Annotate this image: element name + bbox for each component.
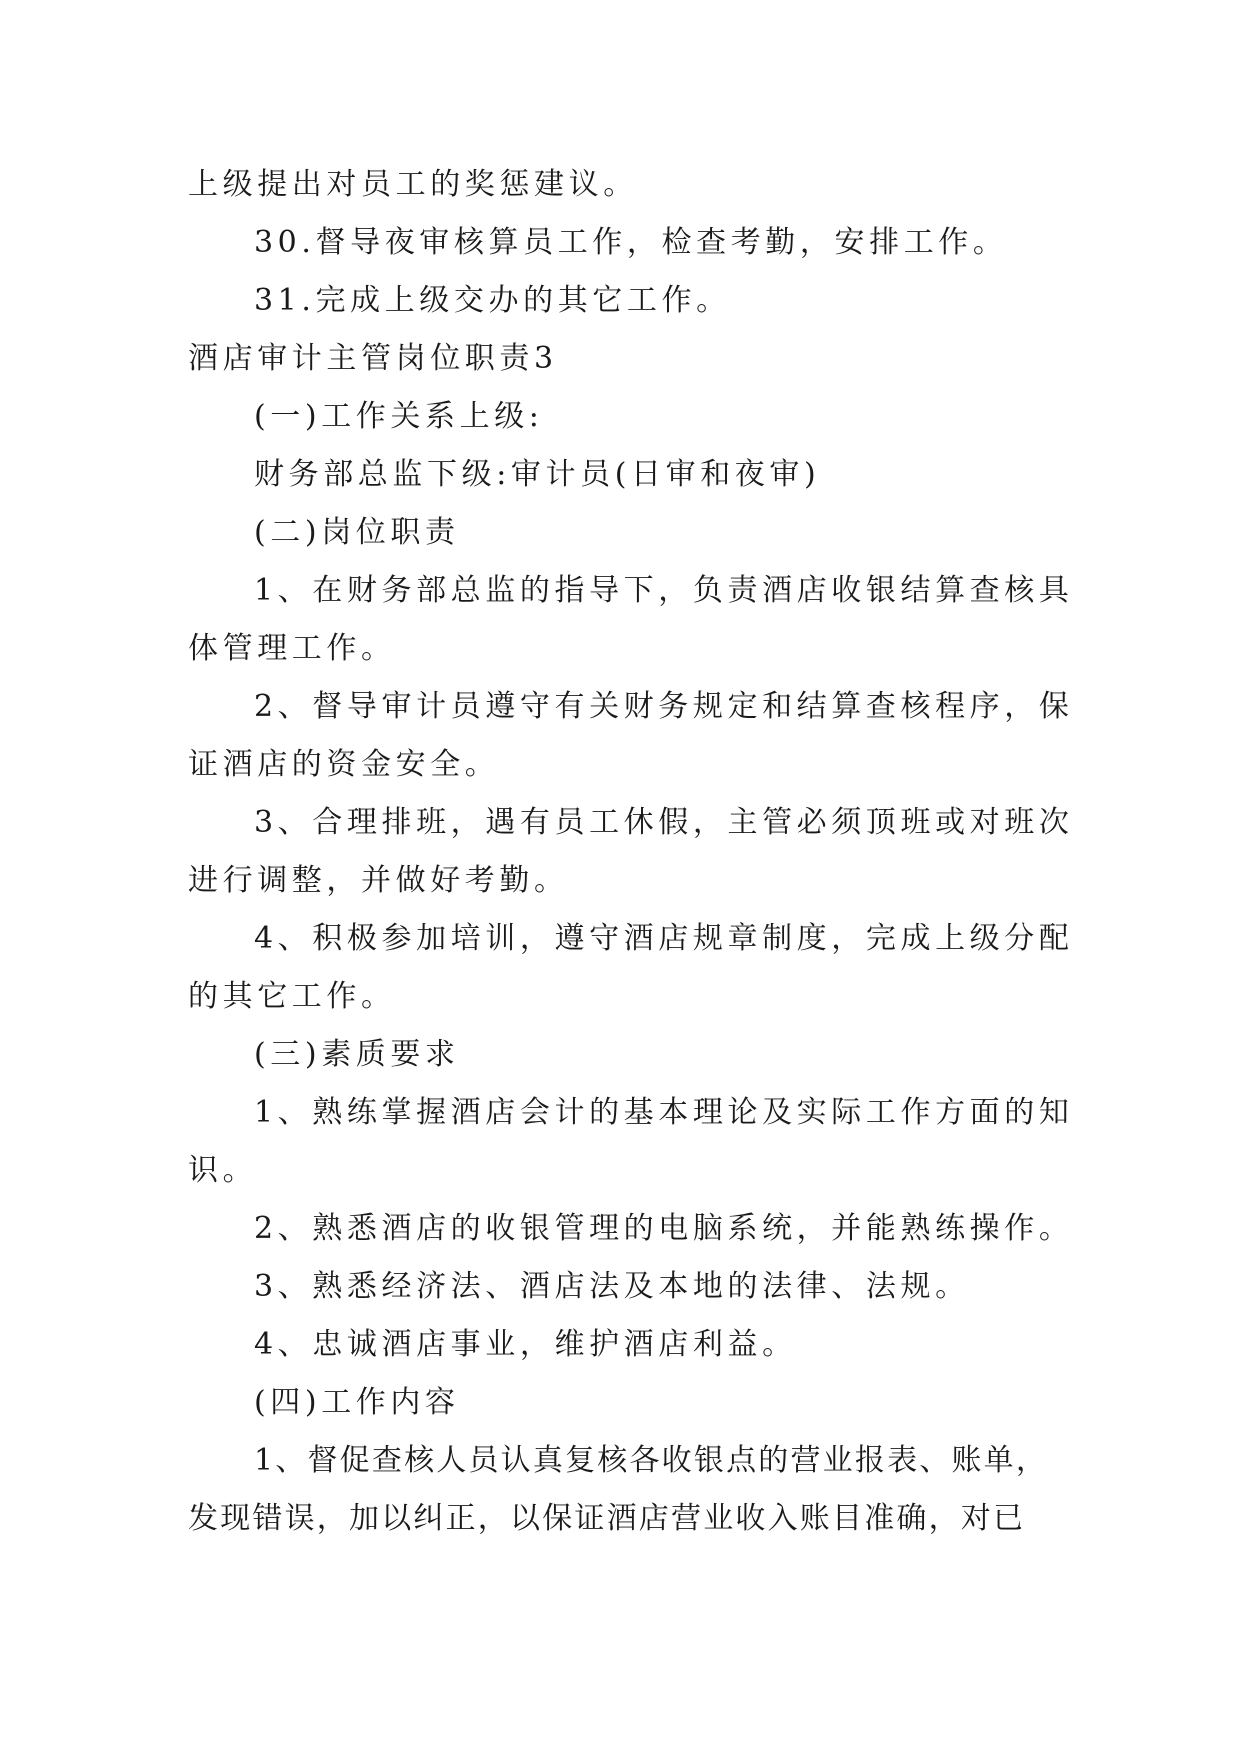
text-line: 体管理工作。 xyxy=(188,631,396,666)
list-item: 31.完成上级交办的其它工作。 xyxy=(254,283,731,318)
list-item: 1、督促查核人员认真复核各收银点的营业报表、账单， xyxy=(254,1443,1049,1478)
text-line: 识。 xyxy=(188,1153,258,1188)
list-item: 3、熟悉经济法、酒店法及本地的法律、法规。 xyxy=(254,1269,970,1304)
text-line: 财务部总监下级:审计员(日审和夜审) xyxy=(254,457,821,492)
list-item: 3、合理排班，遇有员工休假，主管必须顶班或对班次 xyxy=(254,805,1074,840)
subsection-heading: (一)工作关系上级: xyxy=(254,399,544,434)
list-item: 2、督导审计员遵守有关财务规定和结算查核程序，保 xyxy=(254,689,1074,724)
text-line: 上级提出对员工的奖惩建议。 xyxy=(188,167,638,202)
list-item: 2、熟悉酒店的收银管理的电脑系统，并能熟练操作。 xyxy=(254,1211,1074,1246)
list-item: 1、熟练掌握酒店会计的基本理论及实际工作方面的知 xyxy=(254,1095,1074,1130)
list-item: 1、在财务部总监的指导下，负责酒店收银结算查核具 xyxy=(254,573,1074,608)
text-line: 进行调整，并做好考勤。 xyxy=(188,863,569,898)
text-line: 的其它工作。 xyxy=(188,979,396,1014)
text-line: 发现错误，加以纠正，以保证酒店营业收入账目准确，对已 xyxy=(188,1501,1026,1536)
subsection-heading: (二)岗位职责 xyxy=(254,515,460,550)
list-item: 4、积极参加培训，遵守酒店规章制度，完成上级分配 xyxy=(254,921,1074,956)
subsection-heading: (四)工作内容 xyxy=(254,1385,460,1420)
section-heading: 酒店审计主管岗位职责3 xyxy=(188,341,558,376)
text-line: 证酒店的资金安全。 xyxy=(188,747,500,782)
list-item: 30.督导夜审核算员工作，检查考勤，安排工作。 xyxy=(254,225,1008,260)
list-item: 4、忠诚酒店事业，维护酒店利益。 xyxy=(254,1327,797,1362)
subsection-heading: (三)素质要求 xyxy=(254,1037,460,1072)
